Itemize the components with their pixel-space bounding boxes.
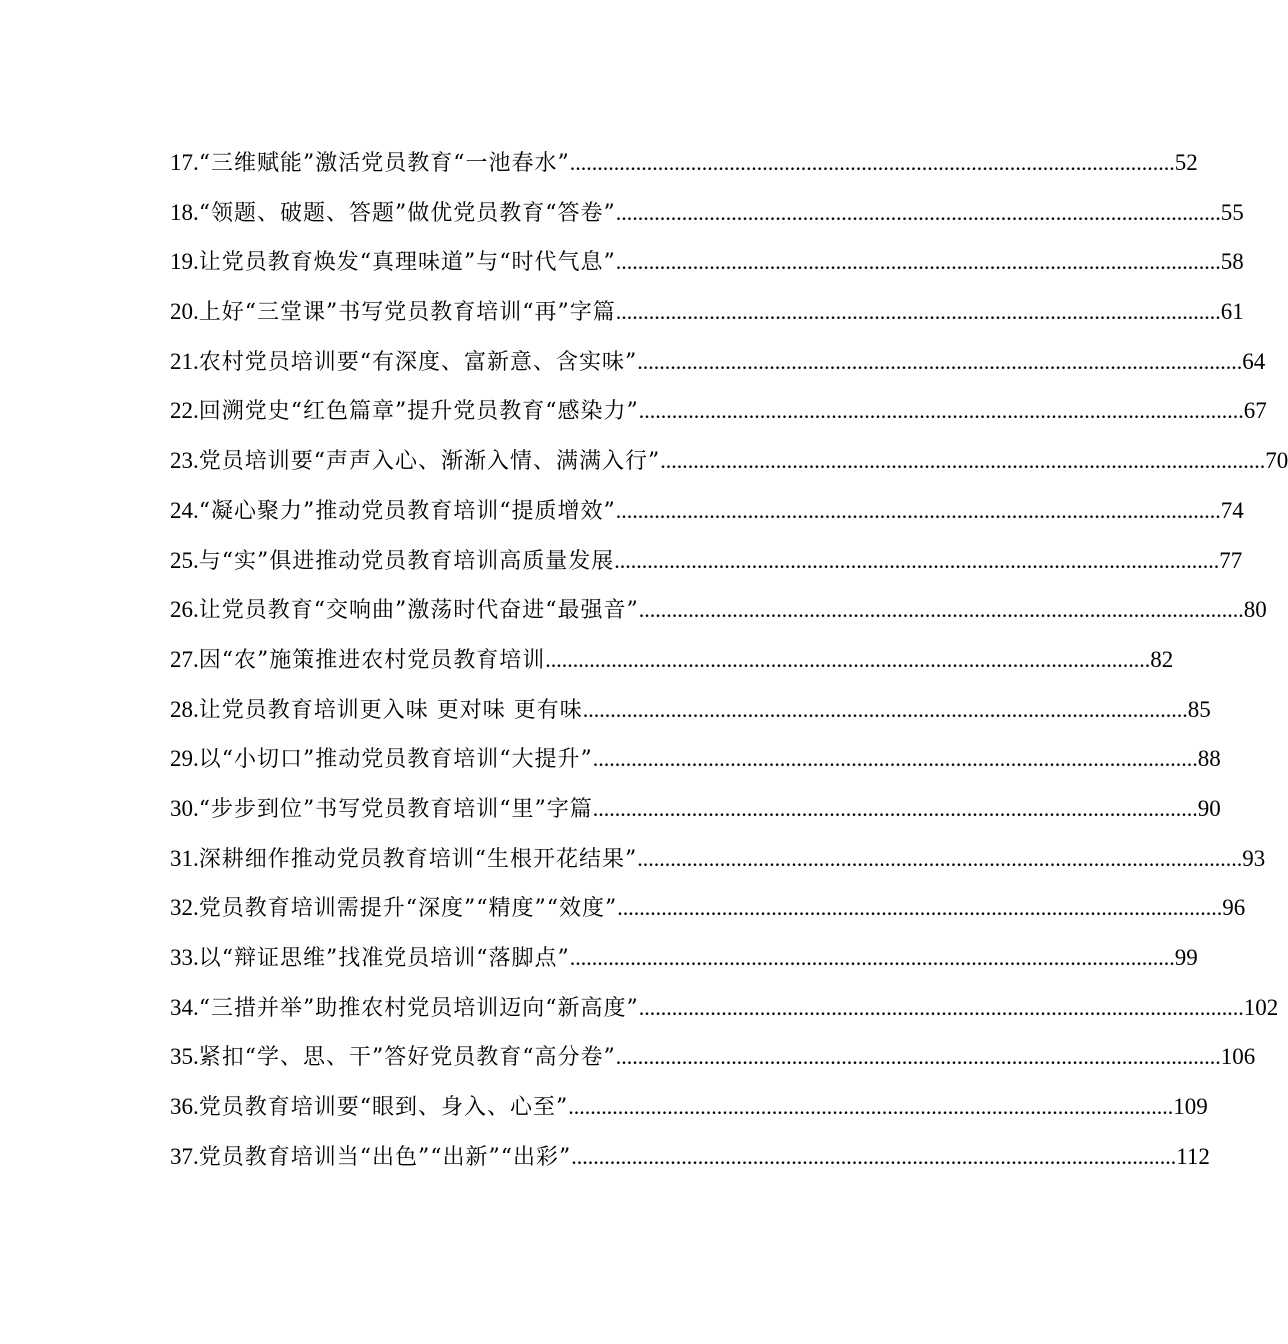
toc-dot-leader xyxy=(637,834,1242,884)
toc-entry-title: 党员教育培训需提升“深度”“精度”“效度” xyxy=(198,896,618,922)
toc-entry-title: “步步到位”书写党员教育培训“里”字篇 xyxy=(198,796,593,822)
toc-dot-leader xyxy=(616,237,1221,287)
toc-entry[interactable] xyxy=(170,287,1244,337)
toc-entry-page: 55 xyxy=(1220,199,1244,225)
toc-entry-page: 106 xyxy=(1220,1044,1256,1070)
toc-entry[interactable] xyxy=(170,1082,1208,1132)
toc-entry[interactable] xyxy=(170,635,1174,685)
toc-entry-title: 农村党员培训要“有深度、富新意、含实味” xyxy=(198,349,638,375)
toc-entry[interactable] xyxy=(170,834,1266,884)
toc-dot-leader xyxy=(616,287,1221,337)
toc-entry-title: “三措并举”助推农村党员培训迈向“新高度” xyxy=(198,995,639,1021)
toc-entry-number: 27. xyxy=(170,646,199,672)
toc-entry[interactable] xyxy=(170,386,1267,436)
toc-entry-title: 党员教育培训要“眼到、身入、心至” xyxy=(198,1095,569,1121)
toc-entry-number: 34. xyxy=(170,994,199,1020)
toc-entry-page: 99 xyxy=(1174,945,1198,970)
toc-entry-number: 37. xyxy=(170,1143,199,1169)
toc-entry-number: 24. xyxy=(170,497,199,523)
toc-dot-leader xyxy=(637,337,1242,387)
toc-entry-number: 32. xyxy=(170,895,199,921)
toc-entry-number: 23. xyxy=(170,448,199,474)
toc-dot-leader xyxy=(583,685,1188,735)
toc-entry-page: 93 xyxy=(1242,845,1266,871)
toc-dot-leader xyxy=(593,784,1198,834)
toc-entry-page: 80 xyxy=(1243,597,1267,623)
toc-entry-page: 58 xyxy=(1220,249,1244,275)
toc-entry-title: 以“小切口”推动党员教育培训“大提升” xyxy=(198,747,593,773)
toc-entry-title: 让党员教育焕发“真理味道”与“时代气息” xyxy=(198,250,616,276)
toc-entry-number: 30. xyxy=(170,795,199,821)
toc-entry[interactable] xyxy=(170,685,1211,735)
toc-entry[interactable] xyxy=(170,237,1244,287)
toc-entry-number: 18. xyxy=(170,199,199,225)
toc-entry[interactable] xyxy=(170,784,1221,834)
toc-entry[interactable] xyxy=(170,337,1266,387)
toc-dot-leader xyxy=(616,486,1221,536)
toc-dot-leader xyxy=(639,585,1244,635)
toc-entry-number: 36. xyxy=(170,1094,199,1120)
toc-dot-leader xyxy=(639,983,1244,1033)
toc-entry-title: 与“实”俱进推动党员教育培训高质量发展 xyxy=(198,548,615,574)
toc-entry-page: 64 xyxy=(1242,348,1266,374)
toc-entry-page: 85 xyxy=(1187,696,1211,722)
toc-entry-page: 96 xyxy=(1222,895,1246,921)
toc-entry-page: 102 xyxy=(1243,994,1279,1020)
toc-dot-leader xyxy=(614,536,1219,586)
toc-dot-leader xyxy=(568,1082,1173,1132)
toc-entry-page: 67 xyxy=(1243,398,1267,424)
toc-entry-title: 让党员教育“交响曲”激荡时代奋进“最强音” xyxy=(198,598,639,624)
toc-entry-page: 77 xyxy=(1219,547,1243,573)
toc-entry[interactable] xyxy=(170,138,1198,188)
toc-entry-title: 上好“三堂课”书写党员教育培训“再”字篇 xyxy=(198,300,616,326)
toc-entry-page: 82 xyxy=(1150,646,1174,672)
toc-entry-number: 31. xyxy=(170,845,199,871)
toc-entry-page: 90 xyxy=(1197,795,1221,821)
toc-dot-leader xyxy=(660,436,1265,486)
toc-entry-title: “三维赋能”激活党员教育“一池春水” xyxy=(198,151,570,176)
toc-entry-number: 22. xyxy=(170,398,199,424)
toc-entry-page: 74 xyxy=(1220,497,1244,523)
toc-entry-number: 21. xyxy=(170,348,199,374)
toc-entry[interactable] xyxy=(170,933,1198,983)
toc-entry-number: 20. xyxy=(170,299,199,325)
toc-dot-leader xyxy=(571,1132,1176,1182)
toc-entry[interactable] xyxy=(170,983,1279,1033)
toc-entry[interactable] xyxy=(170,585,1267,635)
toc-dot-leader xyxy=(570,933,1175,983)
toc-entry-title: 回溯党史“红色篇章”提升党员教育“感染力” xyxy=(198,399,639,425)
toc-entry-title: “领题、破题、答题”做优党员教育“答卷” xyxy=(198,200,616,226)
toc-dot-leader xyxy=(639,386,1244,436)
toc-dot-leader xyxy=(545,635,1150,685)
toc-entry-number: 26. xyxy=(170,597,199,623)
toc-entry-title: 深耕细作推动党员教育培训“生根开花结果” xyxy=(198,846,638,872)
toc-entry-number: 29. xyxy=(170,746,199,772)
toc-entry[interactable] xyxy=(170,486,1244,536)
toc-dot-leader xyxy=(616,188,1221,238)
toc-entry[interactable] xyxy=(170,883,1246,933)
toc-entry-page: 109 xyxy=(1173,1094,1208,1120)
toc-dot-leader xyxy=(593,734,1198,784)
toc-entry-number: 28. xyxy=(170,696,199,722)
toc-entry-title: 以“辩证思维”找准党员培训“落脚点” xyxy=(198,946,570,971)
toc-dot-leader xyxy=(617,883,1222,933)
toc-entry-page: 52 xyxy=(1174,150,1198,175)
toc-entry[interactable] xyxy=(170,188,1244,238)
toc-entry[interactable] xyxy=(170,734,1221,784)
toc-entry-title: “凝心聚力”推动党员教育培训“提质增效” xyxy=(198,498,616,524)
toc-dot-leader xyxy=(570,138,1175,188)
toc-entry-page: 88 xyxy=(1197,746,1221,772)
toc-entry[interactable] xyxy=(170,536,1243,586)
toc-entry-number: 33. xyxy=(170,945,199,970)
toc-entry-title: 因“农”施策推进农村党员教育培训 xyxy=(198,647,546,673)
toc-entry-page: 61 xyxy=(1220,299,1244,325)
toc-entry-title: 紧扣“学、思、干”答好党员教育“高分卷” xyxy=(198,1045,616,1071)
toc-entry-number: 35. xyxy=(170,1044,199,1070)
toc-entry-page: 112 xyxy=(1176,1143,1210,1169)
toc-entry-title: 党员教育培训当“出色”“出新”“出彩” xyxy=(198,1144,572,1170)
toc-entry-title: 让党员教育培训更入味 更对味 更有味 xyxy=(198,697,583,723)
table-of-contents xyxy=(170,138,1288,1181)
toc-entry-number: 19. xyxy=(170,249,199,275)
toc-entry[interactable] xyxy=(170,1132,1210,1182)
toc-entry[interactable] xyxy=(170,1032,1256,1082)
toc-entry-page: 70 xyxy=(1265,448,1288,474)
toc-entry-title: 党员培训要“声声入心、渐渐入情、满满入行” xyxy=(198,449,661,475)
toc-entry-number: 25. xyxy=(170,547,199,573)
toc-dot-leader xyxy=(616,1032,1221,1082)
toc-entry-number: 17. xyxy=(170,150,199,175)
toc-entry[interactable] xyxy=(170,436,1288,486)
